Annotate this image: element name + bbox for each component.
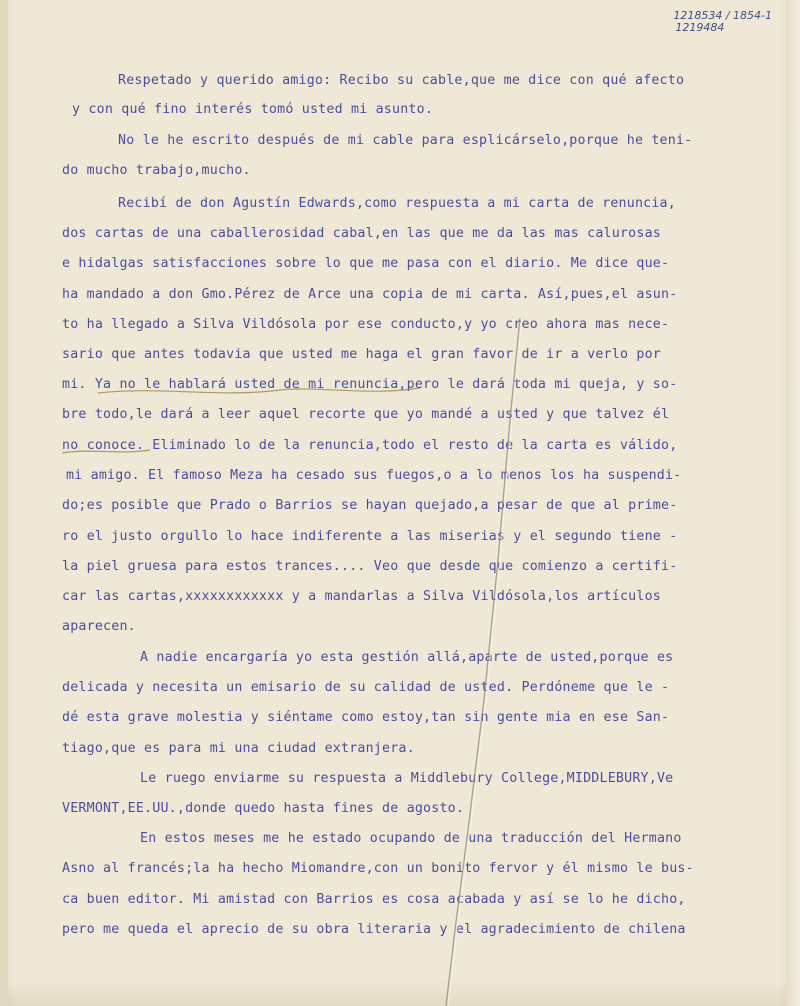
letter-line: no conoce. Eliminado lo de la renuncia,todo el resto de la carta es válido, — [62, 438, 678, 453]
letter-line: Respetado y querido amigo: Recibo su cable,que me dice con qué afecto — [118, 73, 685, 88]
archive-code-line: 1218534 / 1854-1 — [673, 9, 772, 22]
letter-line: e hidalgas satisfacciones sobre lo que me pasa con el diario. Me dice que- — [62, 256, 670, 271]
letter-line: aparecen. — [62, 619, 136, 634]
letter-line: VERMONT,EE.UU.,donde quedo hasta fines de agosto. — [62, 801, 465, 816]
letter-line: dé esta grave molestia y siéntame como estoy,tan sin gente mia en ese San- — [62, 710, 670, 725]
letter-line: do;es posible que Prado o Barrios se hayan quejado,a pesar de que al prime- — [62, 498, 678, 513]
letter-line: sario que antes todavia que usted me haga el gran favor de ir a verlo por — [62, 347, 661, 362]
letter-line: Asno al francés;la ha hecho Miomandre,con un bonito fervor y él mismo le bus- — [62, 861, 694, 876]
archive-code-line: 1219484 — [675, 21, 725, 34]
letter-line: mi. Ya no le hablará usted de mi renuncia,pero le dará toda mi queja, y so- — [62, 377, 678, 392]
letter-line: ro el justo orgullo lo hace indiferente a las miserias y el segundo tiene - — [62, 529, 678, 544]
letter-line: car las cartas,xxxxxxxxxxxx y a mandarlas a Silva Vildósola,los artículos — [62, 589, 661, 604]
letter-line: mi amigo. El famoso Meza ha cesado sus fuegos,o a lo menos los ha suspendi- — [66, 468, 682, 483]
letter-line: bre todo,le dará a leer aquel recorte que yo mandé a usted y que talvez él — [62, 407, 670, 422]
letter-line: ha mandado a don Gmo.Pérez de Arce una copia de mi carta. Así,pues,el asun- — [62, 287, 678, 302]
letter-line: y con qué fino interés tomó usted mi asunto. — [72, 102, 434, 117]
letter-line: la piel gruesa para estos trances.... Veo que desde que comienzo a certifi- — [62, 559, 678, 574]
letter-line: tiago,que es para mi una ciudad extranjera. — [62, 741, 415, 756]
letter-line: ca buen editor. Mi amistad con Barrios es cosa acabada y así se lo he dicho, — [62, 892, 686, 907]
letter-line: delicada y necesita un emisario de su calidad de usted. Perdóneme que le - — [62, 680, 670, 695]
letter-line: pero me queda el aprecio de su obra literaria y el agradecimiento de chilena — [62, 922, 686, 937]
letter-line: to ha llegado a Silva Vildósola por ese conducto,y yo creo ahora mas nece- — [62, 317, 670, 332]
letter-line: do mucho trabajo,mucho. — [62, 163, 251, 178]
letter-line: A nadie encargaría yo esta gestión allá,aparte de usted,porque es — [140, 650, 674, 665]
letter-line: No le he escrito después de mi cable para esplicárselo,porque he teni- — [118, 133, 693, 148]
letter-line: Le ruego enviarme su respuesta a Middlebury College,MIDDLEBURY,Ve — [140, 771, 674, 786]
letter-line: Recibí de don Agustín Edwards,como respuesta a mi carta de renuncia, — [118, 196, 676, 211]
letter-line: En estos meses me he estado ocupando de una traducción del Hermano — [140, 831, 682, 846]
letter-line: dos cartas de una caballerosidad cabal,en las que me da las mas calurosas — [62, 226, 661, 241]
